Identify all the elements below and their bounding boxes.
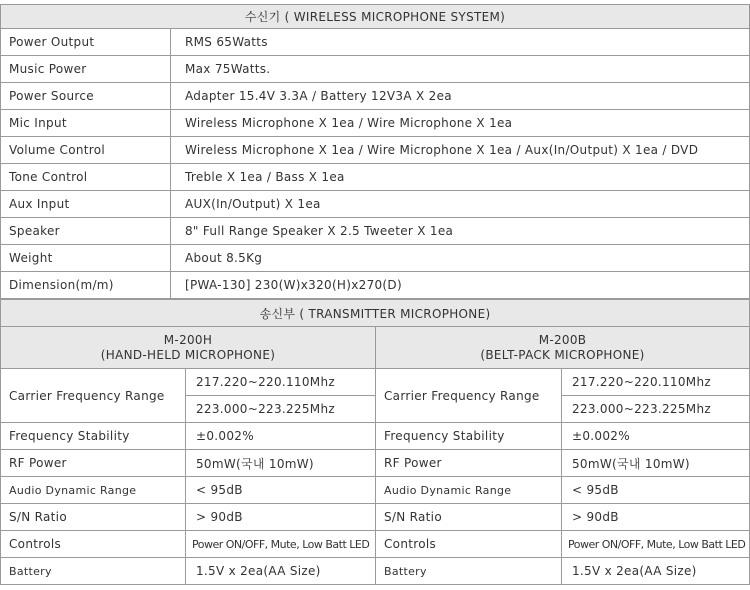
spec-label: Mic Input xyxy=(1,110,171,137)
spec-label: Dimension(m/m) xyxy=(1,272,171,299)
spec-value: 1.5V x 2ea(AA Size) xyxy=(562,558,750,585)
receiver-spec-table xyxy=(0,4,750,299)
spec-label: Controls xyxy=(376,531,562,558)
model-name: M-200B xyxy=(538,332,587,347)
spec-value: 1.5V x 2ea(AA Size) xyxy=(186,558,376,585)
spec-value: > 90dB xyxy=(186,504,376,531)
spec-label: Controls xyxy=(1,531,186,558)
spec-label: Carrier Frequency Range xyxy=(376,369,562,423)
spec-label: Weight xyxy=(1,245,171,272)
spec-label: Power Output xyxy=(1,29,171,56)
receiver-title: 수신기 ( WIRELESS MICROPHONE SYSTEM) xyxy=(1,5,750,29)
spec-value: Power ON/OFF, Mute, Low Batt LED xyxy=(562,531,750,558)
spec-label: Battery xyxy=(1,558,186,585)
spec-value: About 8.5Kg xyxy=(171,245,750,272)
spec-value: Adapter 15.4V 3.3A / Battery 12V3A X 2ea xyxy=(171,83,750,110)
spec-value: Power ON/OFF, Mute, Low Batt LED xyxy=(186,531,376,558)
spec-label: Audio Dynamic Range xyxy=(376,477,562,504)
model-header-left xyxy=(1,327,376,369)
spec-value: Max 75Watts. xyxy=(171,56,750,83)
transmitter-title: 송신부 ( TRANSMITTER MICROPHONE) xyxy=(1,300,750,327)
spec-label: Aux Input xyxy=(1,191,171,218)
model-type: (BELT-PACK MICROPHONE) xyxy=(480,347,645,362)
model-header-right xyxy=(376,327,750,369)
spec-value: Wireless Microphone X 1ea / Wire Microphone X 1ea xyxy=(171,110,750,137)
spec-value: 223.000~223.225Mhz xyxy=(562,396,750,423)
spec-value: AUX(In/Output) X 1ea xyxy=(171,191,750,218)
transmitter-spec-table xyxy=(0,299,750,585)
spec-value: > 90dB xyxy=(562,504,750,531)
spec-value: < 95dB xyxy=(562,477,750,504)
spec-label: Battery xyxy=(376,558,562,585)
spec-value: 217.220~220.110Mhz xyxy=(186,369,376,396)
spec-value: Wireless Microphone X 1ea / Wire Microphone X 1ea / Aux(In/Output) X 1ea / DVD xyxy=(171,137,750,164)
spec-label: Tone Control xyxy=(1,164,171,191)
spec-label: Frequency Stability xyxy=(376,423,562,450)
spec-value: [PWA-130] 230(W)x320(H)x270(D) xyxy=(171,272,750,299)
spec-value: 217.220~220.110Mhz xyxy=(562,369,750,396)
spec-label: Volume Control xyxy=(1,137,171,164)
spec-label: Carrier Frequency Range xyxy=(1,369,186,423)
spec-value: ±0.002% xyxy=(562,423,750,450)
spec-value: RMS 65Watts xyxy=(171,29,750,56)
spec-value: Treble X 1ea / Bass X 1ea xyxy=(171,164,750,191)
spec-label: S/N Ratio xyxy=(376,504,562,531)
model-type: (HAND-HELD MICROPHONE) xyxy=(100,347,276,362)
spec-label: RF Power xyxy=(376,450,562,477)
spec-value: 50mW(국내 10mW) xyxy=(186,450,376,477)
model-name: M-200H xyxy=(163,332,213,347)
spec-label: Frequency Stability xyxy=(1,423,186,450)
spec-label: Music Power xyxy=(1,56,171,83)
spec-value: 223.000~223.225Mhz xyxy=(186,396,376,423)
spec-label: Power Source xyxy=(1,83,171,110)
spec-label: Speaker xyxy=(1,218,171,245)
spec-label: S/N Ratio xyxy=(1,504,186,531)
spec-value: 50mW(국내 10mW) xyxy=(562,450,750,477)
spec-label: Audio Dynamic Range xyxy=(1,477,186,504)
spec-value: < 95dB xyxy=(186,477,376,504)
spec-value: 8" Full Range Speaker X 2.5 Tweeter X 1ea xyxy=(171,218,750,245)
spec-label: RF Power xyxy=(1,450,186,477)
spec-value: ±0.002% xyxy=(186,423,376,450)
